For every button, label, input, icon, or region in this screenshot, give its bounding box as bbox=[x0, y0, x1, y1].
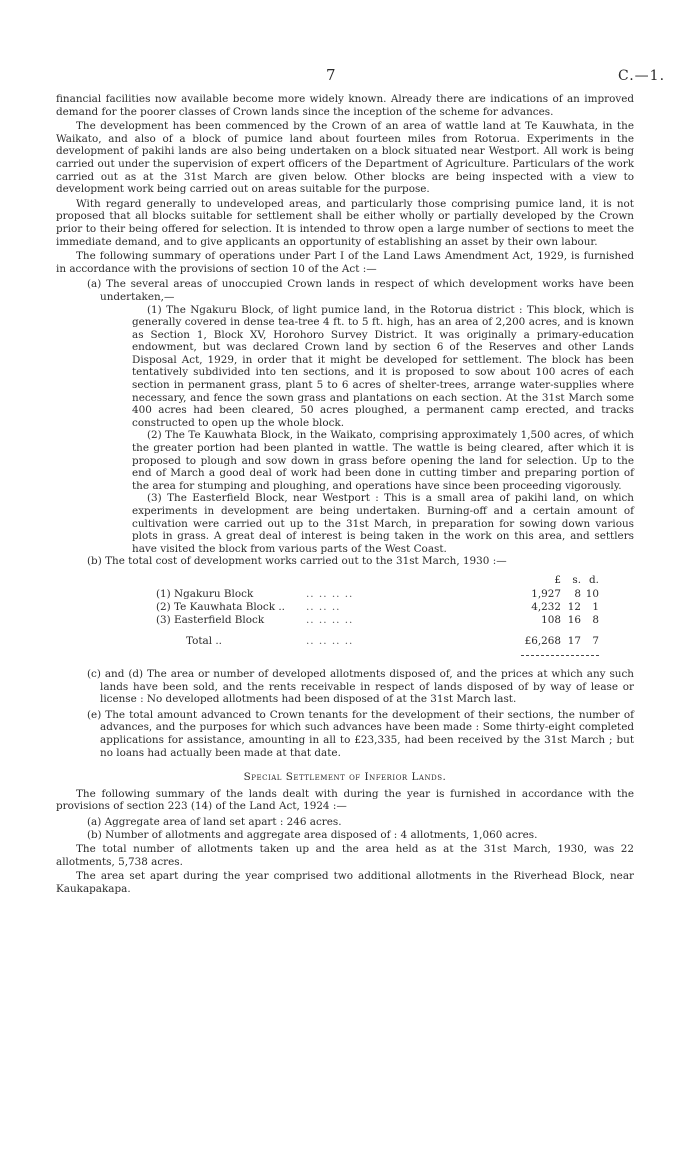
row-pence: 8 bbox=[592, 613, 599, 626]
paragraph-summary-operations: The following summary of operations under Part I of the Land Laws Amendment Act, 1929, is furnished in accordance with the provisions of section 10 of the Act :— bbox=[56, 250, 634, 275]
document-reference: C.—1. bbox=[618, 68, 666, 84]
special-item-a-label: (a) bbox=[87, 815, 102, 828]
item-cd bbox=[56, 668, 634, 706]
cost-table-header bbox=[156, 574, 599, 588]
col-pounds: £ bbox=[554, 574, 561, 587]
row-dots: .. .. .. bbox=[306, 600, 341, 613]
paragraph-riverhead: The area set apart during the year comprised two additional allotments in the Riverhead Block, near Kaukapakapa. bbox=[56, 870, 634, 895]
item-b-text: The total cost of development works carried out to the 31st March, 1930 :— bbox=[105, 555, 507, 568]
paragraph-financial-facilities: financial facilities now available become more widely known. Already there are indications of an improved demand for the poorer classes of Crown lands since the inception of the scheme for advances. bbox=[56, 93, 634, 118]
total-pence: 7 bbox=[592, 634, 599, 647]
total-rule-row bbox=[156, 648, 599, 661]
item-b bbox=[56, 555, 634, 568]
item-cd-label: (c) bbox=[87, 667, 101, 680]
item-e-label: (e) bbox=[87, 708, 102, 721]
col-pence: d. bbox=[589, 574, 599, 587]
row-pounds: 1,927 bbox=[531, 587, 561, 600]
special-item-a bbox=[56, 816, 634, 829]
item-a3-easterfield: (3) The Easterfield Block, near Westport : This is a small area of pakihi land, on which experiments in development are being undertaken. Burning-off and a certain amount of cultivation were carried out up to the 31st March, in preparation for sowing down various plots in grass. A great deal of interest is being taken in the work on this area, and settlers have visited the block from various parts of the West Coast. bbox=[132, 492, 634, 555]
row-pounds: 4,232 bbox=[531, 600, 561, 613]
cost-table-total-row bbox=[156, 627, 599, 648]
item-a-label: (a) bbox=[87, 278, 102, 291]
row-pounds: 108 bbox=[541, 613, 561, 626]
row-dots: .. .. .. .. bbox=[306, 587, 354, 600]
item-a bbox=[56, 278, 634, 303]
row-shillings: 16 bbox=[567, 613, 581, 626]
table-row bbox=[156, 601, 599, 614]
row-dots: .. .. .. .. bbox=[306, 613, 354, 626]
item-cd-text: and (d) The area or number of developed allotments disposed of, and the prices at which any such lands have been sold, and the rents receivable in respect of lands disposed of by way of lease or license : No developed allotments had been disposed of at the 31st March last. bbox=[100, 667, 634, 706]
section-heading: Special Settlement of Inferior Lands. bbox=[243, 771, 447, 784]
row-pence: 10 bbox=[585, 587, 599, 600]
item-a-text: The several areas of unoccupied Crown lands in respect of which development works have been undertaken,— bbox=[100, 278, 634, 303]
total-shillings: 17 bbox=[567, 634, 581, 647]
table-row bbox=[156, 588, 599, 601]
row-shillings: 12 bbox=[567, 600, 581, 613]
special-item-b bbox=[56, 829, 634, 842]
total-dots: .. .. .. .. bbox=[306, 634, 354, 647]
row-label: (1) Ngakuru Block bbox=[156, 587, 254, 600]
paragraph-special-intro: The following summary of the lands dealt with during the year is furnished in accordance with the provisions of section 223 (14) of the Land Act, 1924 :— bbox=[56, 787, 634, 813]
item-a2-te-kauwhata: (2) The Te Kauwhata Block, in the Waikato, comprising approximately 1,500 acres, of which the greater portion had been planted in wattle. The wattle is being cleared, after which it is proposed to plough and sow down in grass before opening the land for selection. Up to the end of March a good deal of work had been done in cutting timber and preparing portion of the area for stumping and ploughing, and operations have since been proceeding vigorously. bbox=[132, 429, 634, 492]
body-text bbox=[56, 93, 634, 895]
item-e-text: The total amount advanced to Crown tenants for the development of their sections, the number of advances, and the purposes for which such advances have been made : Some thirty-eight completed applications for assistance, amounting in all to £23,335, had been received by the 31st March ; but no loans had actually been made at that date. bbox=[100, 708, 634, 759]
row-label: (2) Te Kauwhata Block .. bbox=[156, 600, 285, 613]
row-label: (3) Easterfield Block bbox=[156, 613, 265, 626]
special-item-b-text: Number of allotments and aggregate area disposed of : 4 allotments, 1,060 acres. bbox=[105, 828, 538, 841]
col-shillings: s. bbox=[572, 574, 581, 587]
paragraph-total-allotments: The total number of allotments taken up and the area held as at the 31st March, 1930, was 22 allotments, 5,738 acres. bbox=[56, 843, 634, 868]
special-item-b-label: (b) bbox=[87, 828, 102, 841]
total-label: Total .. bbox=[186, 634, 222, 647]
total-rule bbox=[521, 655, 599, 656]
cost-table bbox=[156, 574, 599, 661]
item-e bbox=[56, 709, 634, 759]
total-pounds: £6,268 bbox=[524, 634, 561, 647]
row-shillings: 8 bbox=[574, 587, 581, 600]
table-row bbox=[156, 614, 599, 627]
item-a1-ngakuru: (1) The Ngakuru Block, of light pumice land, in the Rotorua district : This block, which is generally covered in dense tea-tree 4 ft. to 5 ft. high, has an area of 2,200 acres, and is known as Section 1, Block XV, Horohoro Survey District. It was originally a primary-education endowment, but was declared Crown land by section 6 of the Reserves and other Lands Disposal Act, 1929, in order that it might be developed for settlement. The block has been tentatively subdivided into ten sections, and it is proposed to sow about 100 acres of each section in permanent grass, plant 5 to 6 acres of shelter-trees, arrange water-supplies where necessary, and fence the sown grass and plantations on each section. At the 31st March some 400 acres had been cleared, 50 acres ploughed, a permanent camp erected, and tracks constructed to open up the whole block. bbox=[132, 303, 634, 429]
item-b-label: (b) bbox=[87, 555, 102, 568]
page-number: 7 bbox=[326, 66, 336, 84]
paragraph-undeveloped-areas: With regard generally to undeveloped areas, and particularly those comprising pumice land, it is not proposed that all blocks suitable for settlement shall be either wholly or partially developed by the Crown prior to their being offered for selection. It is intended to throw open a large number of sections to meet the immediate demand, and to give applicants an opportunity of establishing an asset by their own labour. bbox=[56, 197, 634, 248]
row-pence: 1 bbox=[592, 600, 599, 613]
paragraph-development: The development has been commenced by the Crown of an area of wattle land at Te Kauwhata, in the Waikato, and also of a block of pumice land about fourteen miles from Rotorua. Experiments in the development of pakihi lands are also being undertaken on a block situated near Westport. All work is being carried out under the supervision of expert officers of the Department of Agriculture. Particulars of the work carried out as at the 31st March are given below. Other blocks are being inspected with a view to development work being carried out on areas suitable for the purpose. bbox=[56, 120, 634, 196]
special-item-a-text: Aggregate area of land set apart : 246 acres. bbox=[104, 815, 342, 828]
